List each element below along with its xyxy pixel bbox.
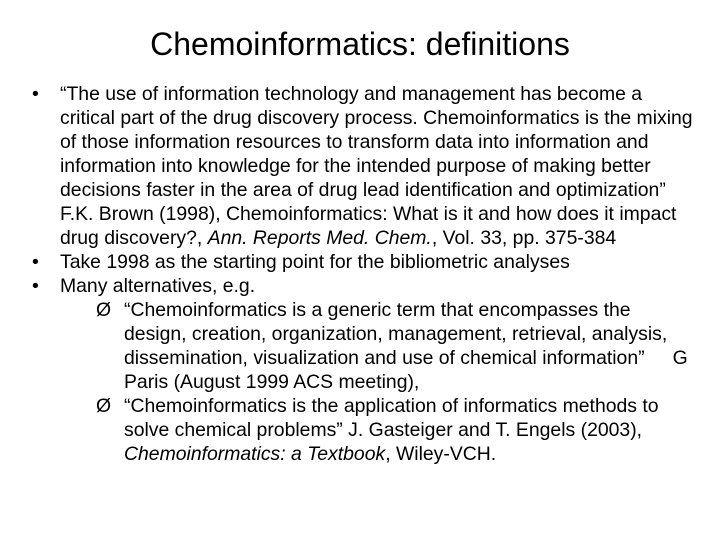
- paris-source: G Paris (August 1999 ACS meeting),: [124, 347, 688, 393]
- bullet-brown-definition: [26, 82, 698, 250]
- starting-point-text: Take 1998 as the starting point for the bibliometric analyses: [60, 251, 570, 273]
- brown-citation-suffix: , Vol. 33, pp. 375-384: [431, 227, 617, 249]
- sub-bullet-gasteiger: [60, 394, 698, 466]
- arrow-bullet-icon: Ø: [96, 395, 112, 417]
- gasteiger-quote: “Chemoinformatics is the application of informatics methods to solve chemical problems” J. Gasteiger and T. Engels (2003),: [124, 395, 659, 441]
- sub-bullet-paris: [60, 298, 698, 394]
- bullet-icon: •: [32, 275, 39, 297]
- brown-quote: “The use of information technology and management has become a critical part of the drug discovery process. Chemoinformatics is the mixing of those information resources to transform data into information and information into knowledge for the intended purpose of making better decisions faster in the area of drug lead identification and optimization”: [60, 83, 693, 201]
- brown-citation-journal: Ann. Reports Med. Chem.: [207, 227, 432, 249]
- bullet-starting-point: [26, 250, 698, 274]
- slide-body: [26, 82, 698, 466]
- bullet-icon: •: [32, 251, 39, 273]
- bullet-icon: •: [32, 83, 39, 105]
- brown-citation-prefix: F.K. Brown (1998), Chemoinformatics: What is it and how does it impact drug discovery?,: [60, 203, 677, 249]
- alternatives-text: Many alternatives, e.g.: [60, 275, 256, 297]
- gasteiger-publisher: , Wiley-VCH.: [385, 443, 497, 465]
- gasteiger-book: Chemoinformatics: a Textbook: [124, 443, 386, 465]
- arrow-bullet-icon: Ø: [96, 299, 112, 321]
- bullet-alternatives: [26, 274, 698, 298]
- paris-quote: “Chemoinformatics is a generic term that encompasses the design, creation, organization, management, retrieval, analysis, dissemination, visualization and use of chemical information”: [124, 299, 668, 369]
- slide-title: Chemoinformatics: definitions: [150, 26, 570, 62]
